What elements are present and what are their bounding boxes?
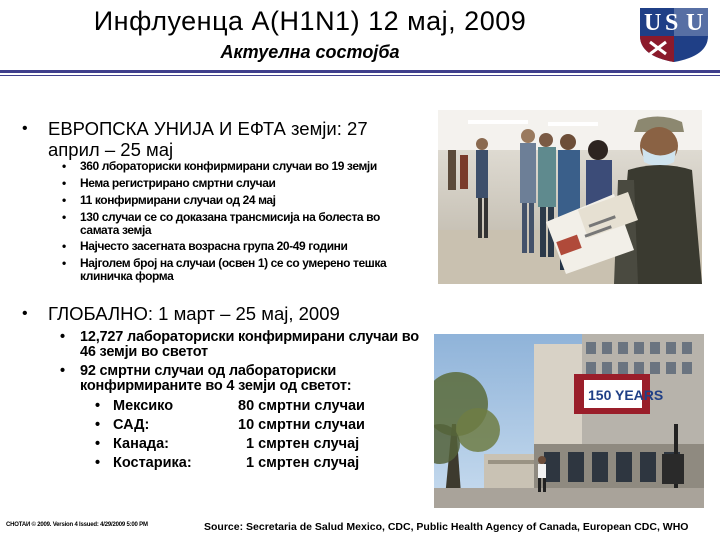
page-subtitle: Актуелна состојба <box>220 42 400 62</box>
section1-item: • Нема регистрирано смртни случаи <box>62 176 276 190</box>
country-row: • Канада: 1 смртен случај <box>95 436 360 452</box>
section1-item: • Најчесто засегната возрасна група 20-49 години <box>62 239 348 253</box>
section2-heading: • ГЛОБАЛНО: 1 март – 25 мај, 2009 <box>22 303 340 324</box>
photo-people-with-masks <box>438 110 702 284</box>
country-row: • Мексико 80 смртни случаи <box>95 398 365 414</box>
university-logo <box>636 2 712 64</box>
section1-item: • 11 конфирмирани случаи од 24 мај <box>62 193 276 207</box>
photo-university-building <box>434 334 704 508</box>
section1-item: • 130 случаи се со доказана трансмисија на болеста во самата земја <box>62 210 380 237</box>
svg-text:S: S <box>665 10 679 36</box>
svg-text:U: U <box>686 10 704 36</box>
header-divider-thin <box>0 75 720 76</box>
banner-text: 150 YEARS <box>588 387 664 403</box>
section1-heading: • ЕВРОПСКА УНИЈА И ЕФТА земји: 27 април – 25 мај <box>22 118 368 160</box>
page-title: Инфлуенца А(H1N1) 12 мај, 2009 <box>93 6 527 36</box>
header-divider-thick <box>0 70 720 73</box>
country-row: • Костарика: 1 смртен случај <box>95 455 360 471</box>
svg-text:U: U <box>644 10 662 36</box>
section1-item: • Најголем број на случаи (освен 1) се со умерено тешка клиничка форма <box>62 256 387 283</box>
section2-item: • 12,727 лабораториски конфирмирани случаи во 46 земји во светот <box>60 329 419 360</box>
country-row: • САД: 10 смртни случаи <box>95 417 365 433</box>
section1-item: • 360 лбораториски конфирмирани случаи во 19 земји <box>62 159 377 173</box>
section2-item: • 92 смртни случаи од лабораториски конфирмираните во 4 земји од светот: <box>60 363 352 394</box>
